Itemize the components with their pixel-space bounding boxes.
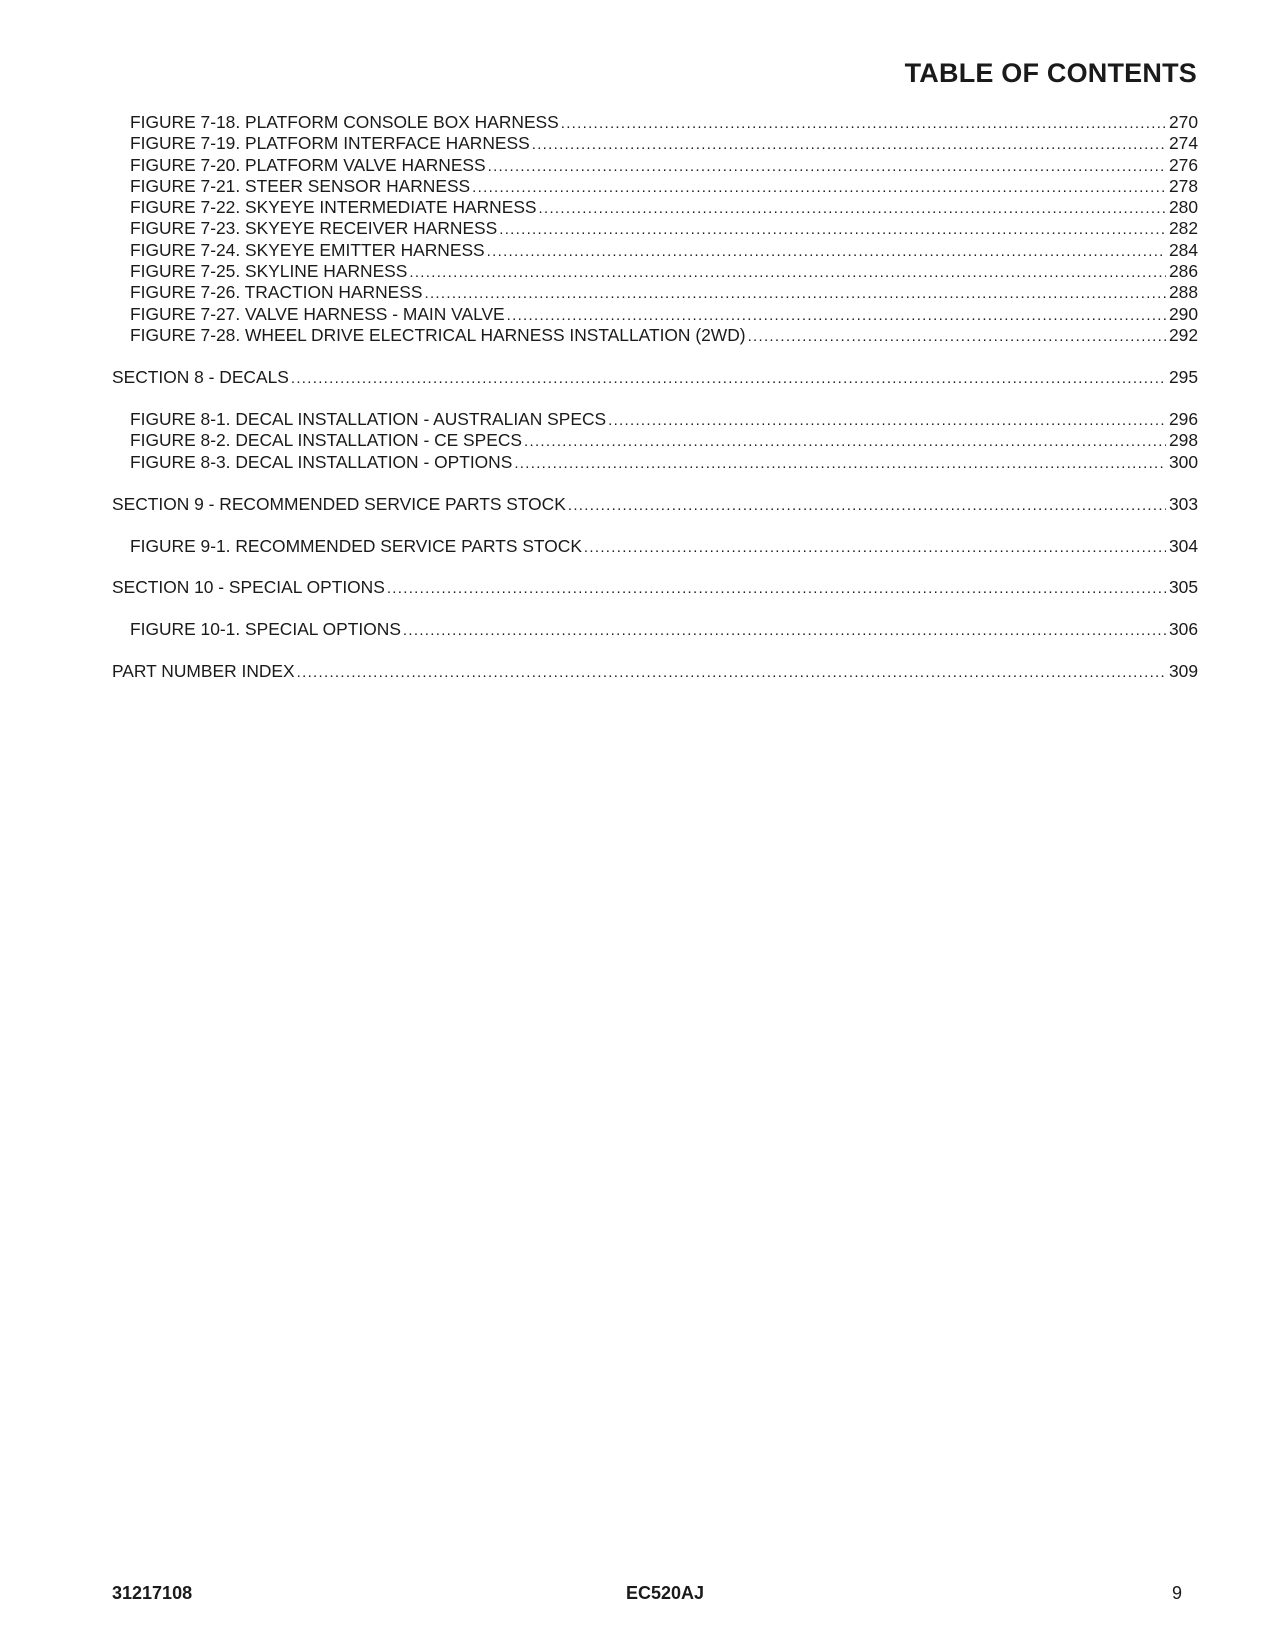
toc-leader-dots xyxy=(499,219,1166,239)
toc-entry[interactable] xyxy=(112,261,1198,282)
toc-entry-label: PART NUMBER INDEX xyxy=(112,661,295,682)
toc-entry[interactable] xyxy=(112,430,1198,451)
toc-entry-page: 290 xyxy=(1168,303,1198,324)
toc-entry-label: FIGURE 7-27. VALVE HARNESS - MAIN VALVE xyxy=(130,303,505,324)
toc-entry-label: FIGURE 8-1. DECAL INSTALLATION - AUSTRALIAN SPECS xyxy=(130,408,607,429)
toc-entry-page: 288 xyxy=(1168,282,1198,303)
toc-entry[interactable] xyxy=(112,240,1198,261)
toc-section-entry[interactable] xyxy=(112,367,1198,388)
toc-leader-dots xyxy=(748,326,1166,346)
toc-entry-page: 292 xyxy=(1168,324,1198,345)
toc-leader-dots xyxy=(532,134,1166,154)
toc-entry[interactable] xyxy=(112,197,1198,218)
toc-entry-label: FIGURE 7-22. SKYEYE INTERMEDIATE HARNESS xyxy=(130,197,537,218)
toc-leader-dots xyxy=(387,578,1166,598)
toc-entry-label: SECTION 9 - RECOMMENDED SERVICE PARTS STOCK xyxy=(112,493,566,514)
toc-section-entry[interactable] xyxy=(112,494,1198,515)
toc-leader-dots xyxy=(561,113,1166,133)
toc-entry-page: 304 xyxy=(1168,535,1198,556)
toc-entry-page: 276 xyxy=(1168,154,1198,175)
toc-entry-label: FIGURE 10-1. SPECIAL OPTIONS xyxy=(130,619,401,640)
toc-entry-page: 274 xyxy=(1168,133,1198,154)
toc-entry[interactable] xyxy=(112,619,1198,640)
toc-leader-dots xyxy=(584,537,1166,557)
toc-entry-page: 305 xyxy=(1168,577,1198,598)
toc-entry-label: FIGURE 7-28. WHEEL DRIVE ELECTRICAL HARNESS INSTALLATION (2WD) xyxy=(130,324,746,345)
toc-entry-page: 278 xyxy=(1168,175,1198,196)
toc-entry-label: FIGURE 8-3. DECAL INSTALLATION - OPTIONS xyxy=(130,451,513,472)
toc-entry-page: 296 xyxy=(1168,408,1198,429)
toc-entry[interactable] xyxy=(112,112,1198,133)
document-number: 31217108 xyxy=(112,1583,193,1603)
toc-entry-page: 280 xyxy=(1168,197,1198,218)
toc-leader-dots xyxy=(409,262,1166,282)
toc-section-entry[interactable] xyxy=(112,661,1198,682)
toc-entry-page: 282 xyxy=(1168,218,1198,239)
toc-entry-label: SECTION 8 - DECALS xyxy=(112,366,289,387)
toc-entry-label: FIGURE 7-24. SKYEYE EMITTER HARNESS xyxy=(130,239,485,260)
toc-leader-dots xyxy=(488,156,1166,176)
toc-entry-label: FIGURE 7-23. SKYEYE RECEIVER HARNESS xyxy=(130,218,498,239)
toc-entry-page: 303 xyxy=(1168,493,1198,514)
toc-leader-dots xyxy=(608,410,1166,430)
toc-entry[interactable] xyxy=(112,409,1198,430)
toc-section-entry[interactable] xyxy=(112,577,1198,598)
toc-entry-label: SECTION 10 - SPECIAL OPTIONS xyxy=(112,577,385,598)
toc-entry-page: 306 xyxy=(1168,619,1198,640)
page-title: TABLE OF CONTENTS xyxy=(904,58,1197,88)
toc-leader-dots xyxy=(291,368,1166,388)
toc-entry[interactable] xyxy=(112,536,1198,557)
toc-entry-label: FIGURE 7-26. TRACTION HARNESS xyxy=(130,282,423,303)
toc-leader-dots xyxy=(472,177,1166,197)
toc-entry-page: 286 xyxy=(1168,261,1198,282)
toc-leader-dots xyxy=(514,453,1166,473)
toc-leader-dots xyxy=(403,620,1166,640)
toc-leader-dots xyxy=(487,241,1166,261)
toc-entry-page: 298 xyxy=(1168,430,1198,451)
toc-entry-label: FIGURE 7-25. SKYLINE HARNESS xyxy=(130,261,408,282)
toc-leader-dots xyxy=(524,431,1166,451)
toc-leader-dots xyxy=(539,198,1166,218)
toc-entry-page: 270 xyxy=(1168,112,1198,132)
toc-entry-label: FIGURE 8-2. DECAL INSTALLATION - CE SPECS xyxy=(130,430,523,451)
toc-entry-label: FIGURE 7-21. STEER SENSOR HARNESS xyxy=(130,175,471,196)
toc-entry-page: 295 xyxy=(1168,366,1198,387)
model-name: EC520AJ xyxy=(626,1583,705,1603)
toc-leader-dots xyxy=(424,283,1166,303)
toc-entry[interactable] xyxy=(112,133,1198,154)
toc-entry-page: 300 xyxy=(1168,451,1198,472)
table-of-contents xyxy=(112,112,1198,683)
toc-entry[interactable] xyxy=(112,218,1198,239)
toc-leader-dots xyxy=(568,495,1166,515)
toc-entry-label: FIGURE 9-1. RECOMMENDED SERVICE PARTS STOCK xyxy=(130,535,582,556)
toc-entry-page: 309 xyxy=(1168,661,1198,682)
toc-entry[interactable] xyxy=(112,176,1198,197)
toc-entry[interactable] xyxy=(112,155,1198,176)
toc-entry[interactable] xyxy=(112,452,1198,473)
page-number: 9 xyxy=(1171,1583,1182,1603)
page-footer xyxy=(112,1583,1198,1607)
toc-entry-label: FIGURE 7-20. PLATFORM VALVE HARNESS xyxy=(130,154,486,175)
toc-leader-dots xyxy=(297,662,1166,682)
toc-entry[interactable] xyxy=(112,282,1198,303)
toc-entry-label: FIGURE 7-18. PLATFORM CONSOLE BOX HARNESS xyxy=(130,112,559,132)
toc-entry-page: 284 xyxy=(1168,239,1198,260)
toc-leader-dots xyxy=(507,305,1166,325)
toc-entry[interactable] xyxy=(112,325,1198,346)
toc-entry[interactable] xyxy=(112,304,1198,325)
toc-entry-label: FIGURE 7-19. PLATFORM INTERFACE HARNESS xyxy=(130,133,530,154)
